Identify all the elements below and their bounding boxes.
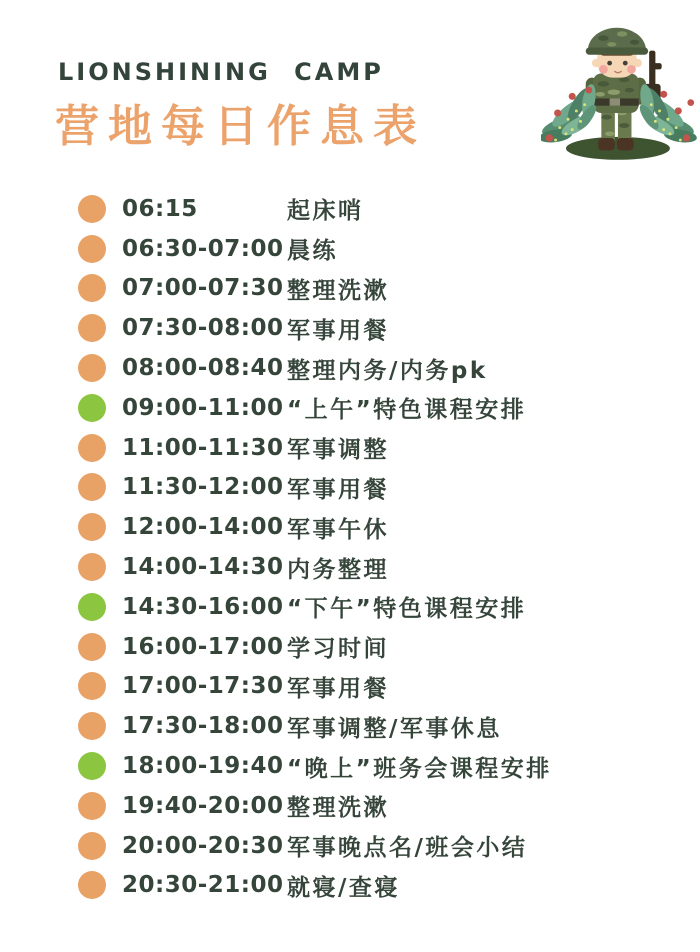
- bullet-dot: [78, 314, 106, 342]
- bullet-dot: [78, 593, 106, 621]
- schedule-activity: 整理洗漱: [287, 277, 389, 304]
- schedule-activity: 军事用餐: [287, 317, 389, 344]
- schedule-time: 06:30-07:00: [122, 235, 284, 262]
- bullet-dot: [78, 513, 106, 541]
- bullet-dot: [78, 871, 106, 899]
- schedule-row: [78, 786, 638, 826]
- schedule-activity: 军事晚点名/班会小结: [287, 835, 528, 862]
- schedule-activity: 晨练: [287, 238, 338, 265]
- schedule-time: 11:00-11:30: [122, 434, 284, 461]
- schedule-activity: 内务整理: [287, 556, 389, 583]
- schedule-time: 08:00-08:40: [122, 355, 284, 382]
- soldier-boot-left: [598, 138, 615, 150]
- schedule-row: [78, 507, 638, 547]
- schedule-time: 19:40-20:00: [122, 792, 284, 819]
- schedule-row: [78, 826, 638, 866]
- schedule-row: [78, 388, 638, 428]
- bullet-dot: [78, 235, 106, 263]
- soldier-boot-right: [617, 138, 634, 150]
- schedule-time: 17:30-18:00: [122, 713, 284, 740]
- bullet-dot: [78, 434, 106, 462]
- schedule-time: 14:00-14:30: [122, 554, 284, 581]
- schedule-activity: “晚上”班务会课程安排: [287, 755, 552, 782]
- schedule-time: 14:30-16:00: [122, 593, 284, 620]
- schedule-time: 12:00-14:00: [122, 514, 284, 541]
- soldier-torso: [593, 73, 639, 113]
- schedule-time: 09:00-11:00: [122, 394, 284, 421]
- schedule-time: 07:00-07:30: [122, 275, 284, 302]
- schedule-time: 06:15: [122, 195, 198, 222]
- bullet-dot: [78, 672, 106, 700]
- schedule-row: [78, 308, 638, 348]
- bullet-dot: [78, 354, 106, 382]
- schedule-row: [78, 627, 638, 667]
- schedule-row: [78, 866, 638, 906]
- bullet-dot: [78, 553, 106, 581]
- schedule-row: [78, 428, 638, 468]
- bullet-dot: [78, 752, 106, 780]
- schedule-row: [78, 348, 638, 388]
- bullet-dot: [78, 394, 106, 422]
- schedule-activity: 军事调整/军事休息: [287, 715, 502, 742]
- schedule-activity: 军事用餐: [287, 675, 389, 702]
- schedule-activity: 起床哨: [287, 198, 364, 225]
- schedule-activity: 军事调整: [287, 437, 389, 464]
- schedule-activity: “上午”特色课程安排: [287, 397, 527, 424]
- bullet-dot: [78, 473, 106, 501]
- schedule-time: 16:00-17:00: [122, 633, 284, 660]
- schedule-row: [78, 468, 638, 508]
- schedule-time: 07:30-08:00: [122, 315, 284, 342]
- schedule-activity: “下午”特色课程安排: [287, 596, 527, 623]
- soldier-illustration: [541, 8, 697, 166]
- schedule-activity: 整理内务/内务pk: [287, 357, 488, 384]
- schedule-activity: 就寝/查寝: [287, 874, 400, 901]
- schedule-row: [78, 587, 638, 627]
- schedule-row: [78, 189, 638, 229]
- schedule-row: [78, 269, 638, 309]
- schedule-time: 18:00-19:40: [122, 753, 284, 780]
- schedule-time: 11:30-12:00: [122, 474, 284, 501]
- schedule-row: [78, 229, 638, 269]
- schedule-time: 20:30-21:00: [122, 872, 284, 899]
- bullet-dot: [78, 712, 106, 740]
- schedule-activity: 军事午休: [287, 516, 389, 543]
- bullet-dot: [78, 274, 106, 302]
- schedule-activity: 学习时间: [287, 636, 389, 663]
- schedule-time: 17:00-17:30: [122, 673, 284, 700]
- page-title: 营地每日作息表: [55, 101, 426, 152]
- schedule-activity: 整理洗漱: [287, 795, 389, 822]
- bullet-dot: [78, 832, 106, 860]
- helmet-icon: [586, 28, 648, 55]
- bullet-dot: [78, 195, 106, 223]
- schedule-row: [78, 667, 638, 707]
- schedule-activity: 军事用餐: [287, 476, 389, 503]
- bullet-dot: [78, 633, 106, 661]
- schedule-row: [78, 706, 638, 746]
- camp-brand-name: LIONSHINING CAMP: [58, 58, 384, 86]
- schedule-list: [78, 189, 638, 905]
- schedule-time: 20:00-20:30: [122, 832, 284, 859]
- schedule-row: [78, 547, 638, 587]
- schedule-row: [78, 746, 638, 786]
- bullet-dot: [78, 792, 106, 820]
